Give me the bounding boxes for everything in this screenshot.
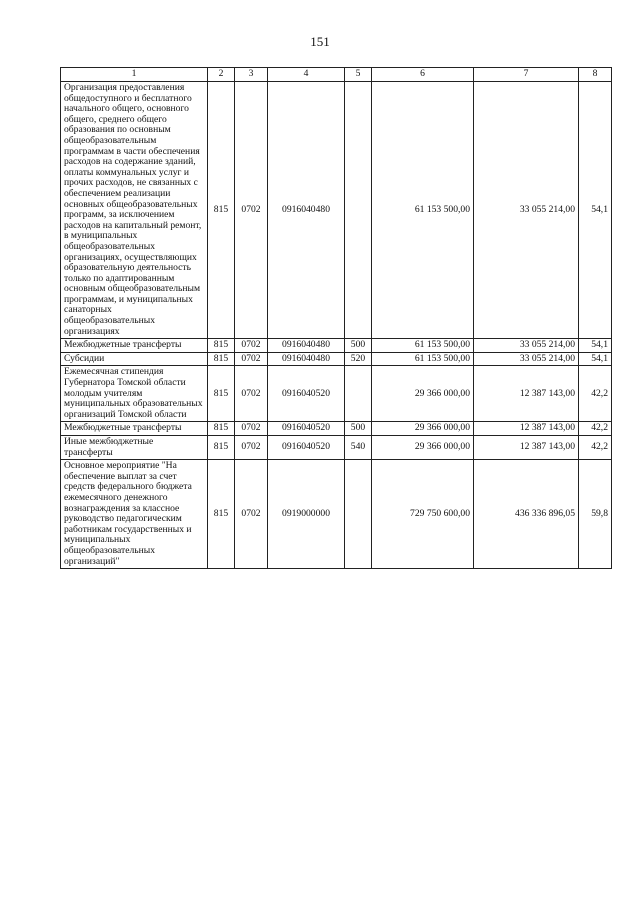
row-grbs: 815 xyxy=(208,460,235,569)
row-target: 0919000000 xyxy=(268,460,345,569)
row-vr xyxy=(345,82,372,339)
row-target: 0916040520 xyxy=(268,436,345,460)
row-fact: 33 055 214,00 xyxy=(474,82,579,339)
row-target: 0916040480 xyxy=(268,352,345,366)
column-header: 5 xyxy=(345,68,372,82)
budget-table xyxy=(60,67,612,569)
row-grbs: 815 xyxy=(208,352,235,366)
row-grbs: 815 xyxy=(208,82,235,339)
row-section: 0702 xyxy=(235,352,268,366)
row-name: Иные межбюджетные трансферты xyxy=(61,436,208,460)
row-vr: 520 xyxy=(345,352,372,366)
row-grbs: 815 xyxy=(208,422,235,436)
column-header: 7 xyxy=(474,68,579,82)
table-row xyxy=(61,339,612,353)
row-plan: 61 153 500,00 xyxy=(372,339,474,353)
column-header: 8 xyxy=(579,68,612,82)
row-vr: 500 xyxy=(345,422,372,436)
row-vr xyxy=(345,366,372,422)
row-fact: 12 387 143,00 xyxy=(474,366,579,422)
column-header: 1 xyxy=(61,68,208,82)
row-name: Основное мероприятие "На обеспечение выплат за счет средств федерального бюджета ежемесячного денежного вознаграждения за классное руководство педагогическим работникам государственных и муниципальных общеобразовательных организаций" xyxy=(61,460,208,569)
row-percent: 42,2 xyxy=(579,366,612,422)
column-header: 4 xyxy=(268,68,345,82)
column-header: 3 xyxy=(235,68,268,82)
row-fact: 33 055 214,00 xyxy=(474,339,579,353)
row-section: 0702 xyxy=(235,436,268,460)
row-plan: 61 153 500,00 xyxy=(372,82,474,339)
row-fact: 12 387 143,00 xyxy=(474,422,579,436)
row-target: 0916040520 xyxy=(268,366,345,422)
row-target: 0916040480 xyxy=(268,339,345,353)
table-row xyxy=(61,460,612,569)
row-grbs: 815 xyxy=(208,339,235,353)
row-name: Межбюджетные трансферты xyxy=(61,422,208,436)
row-plan: 29 366 000,00 xyxy=(372,422,474,436)
row-percent: 59,8 xyxy=(579,460,612,569)
page-number: 151 xyxy=(310,34,330,49)
row-percent: 54,1 xyxy=(579,339,612,353)
table-row xyxy=(61,436,612,460)
row-percent: 54,1 xyxy=(579,352,612,366)
row-plan: 29 366 000,00 xyxy=(372,366,474,422)
row-fact: 436 336 896,05 xyxy=(474,460,579,569)
row-plan: 29 366 000,00 xyxy=(372,436,474,460)
table-row xyxy=(61,366,612,422)
table-row xyxy=(61,422,612,436)
row-vr: 500 xyxy=(345,339,372,353)
row-name: Субсидии xyxy=(61,352,208,366)
table-row xyxy=(61,82,612,339)
row-grbs: 815 xyxy=(208,366,235,422)
row-fact: 12 387 143,00 xyxy=(474,436,579,460)
row-name: Межбюджетные трансферты xyxy=(61,339,208,353)
column-header: 6 xyxy=(372,68,474,82)
row-section: 0702 xyxy=(235,339,268,353)
row-section: 0702 xyxy=(235,460,268,569)
row-plan: 729 750 600,00 xyxy=(372,460,474,569)
table-header-row xyxy=(61,68,612,82)
row-percent: 42,2 xyxy=(579,436,612,460)
row-target: 0916040520 xyxy=(268,422,345,436)
row-name: Организация предоставления общедоступного и бесплатного начального общего, основного общего, среднего общего образования по основным общеобразовательным программам в части обеспечения расходов на содержание зданий, оплаты коммунальных услуг и прочих расходов, не связанных с обеспечением реализации основных общеобразовательных программ, за исключением расходов на капитальный ремонт, в муниципальных общеобразовательных организациях, осуществляющих образовательную деятельность только по адаптированным основным общеобразовательным программам, и муниципальных санаторных общеобразовательных организациях xyxy=(61,82,208,339)
row-target: 0916040480 xyxy=(268,82,345,339)
row-percent: 54,1 xyxy=(579,82,612,339)
row-fact: 33 055 214,00 xyxy=(474,352,579,366)
row-name: Ежемесячная стипендия Губернатора Томской области молодым учителям муниципальных образовательных организаций Томской области xyxy=(61,366,208,422)
table-row xyxy=(61,352,612,366)
row-grbs: 815 xyxy=(208,436,235,460)
row-percent: 42,2 xyxy=(579,422,612,436)
row-section: 0702 xyxy=(235,422,268,436)
row-section: 0702 xyxy=(235,366,268,422)
column-header: 2 xyxy=(208,68,235,82)
row-vr xyxy=(345,460,372,569)
row-vr: 540 xyxy=(345,436,372,460)
row-plan: 61 153 500,00 xyxy=(372,352,474,366)
row-section: 0702 xyxy=(235,82,268,339)
